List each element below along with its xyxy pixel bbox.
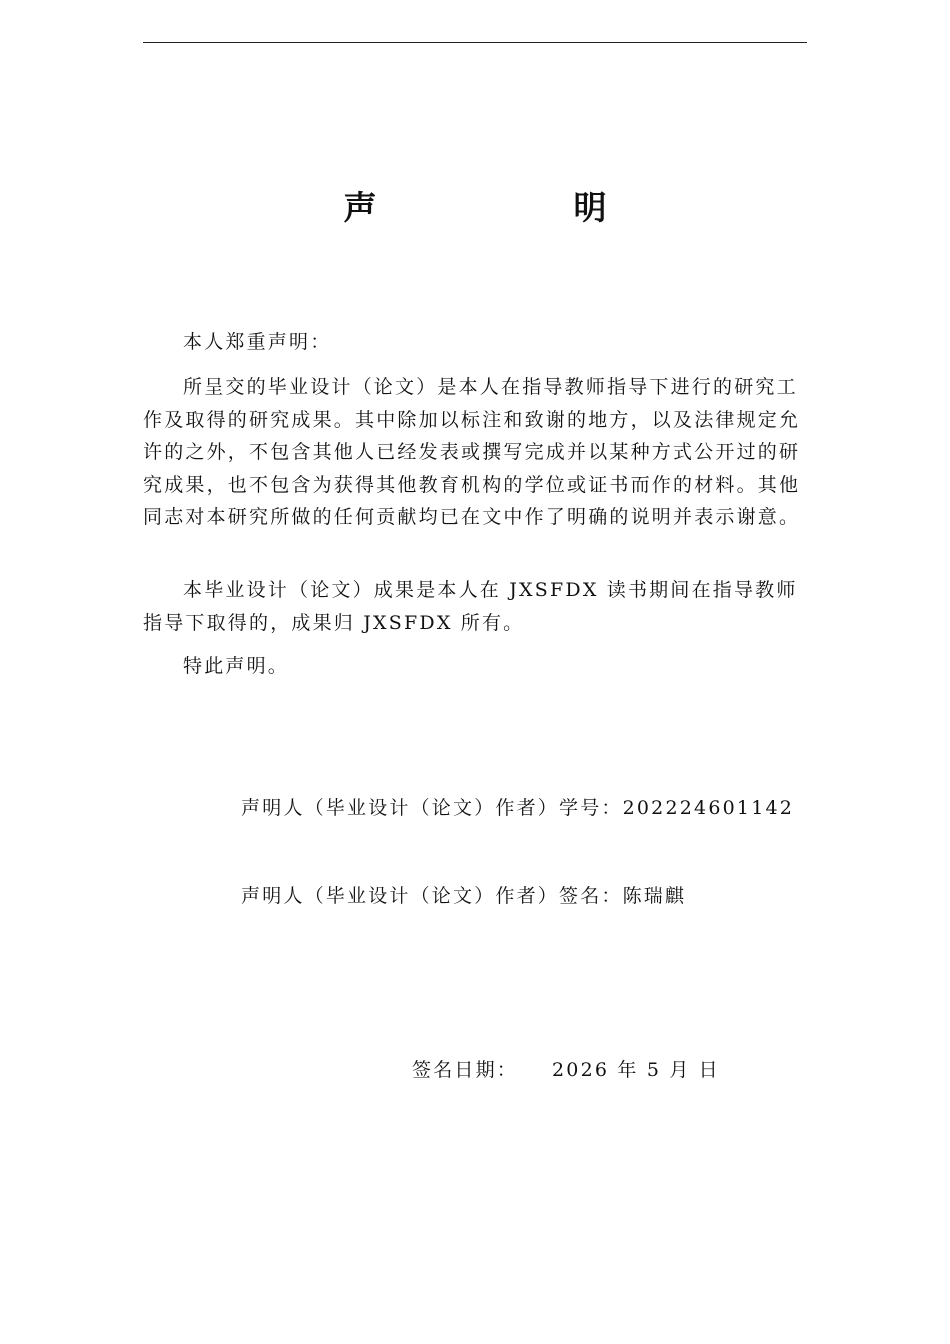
signature-value: 陈瑞麒 — [622, 885, 687, 907]
student-id-label: 声明人（毕业设计（论文）作者）学号： — [241, 797, 623, 819]
declaration-closing — [143, 650, 811, 683]
page-title: 声 明 — [343, 188, 689, 227]
paragraph-intro: 本人郑重声明： — [183, 331, 332, 353]
date-value: 2026 年 5 月 — [552, 1059, 691, 1081]
date-line — [412, 1055, 720, 1085]
declaration-body — [143, 371, 811, 534]
declaration-ownership — [143, 574, 811, 639]
student-id-value: 202224601142 — [622, 797, 795, 819]
date-day: 日 — [698, 1059, 720, 1081]
student-id-line — [241, 793, 794, 823]
date-label: 签名日期： — [412, 1059, 519, 1081]
declaration-intro — [143, 326, 811, 359]
paragraph-body: 所呈交的毕业设计（论文）是本人在指导教师指导下进行的研究工作及取得的研究成果。其中除加以标注和致谢的地方，以及法律规定允许的之外，不包含其他人已经发表或撰写完成并以某种方式公开过的研究成果，也不包含为获得其他教育机构的学位或证书而作的材料。其他同志对本研究所做的任何贡献均已在文中作了明确的说明并表示谢意。 — [143, 376, 801, 528]
signature-label: 声明人（毕业设计（论文）作者）签名： — [241, 885, 623, 907]
signature-line — [241, 881, 686, 911]
paragraph-closing: 特此声明。 — [183, 655, 290, 677]
paragraph-ownership: 本毕业设计（论文）成果是本人在 JXSFDX 读书期间在指导教师指导下取得的，成果归 JXSFDX 所有。 — [143, 579, 798, 634]
header-rule — [143, 42, 807, 43]
